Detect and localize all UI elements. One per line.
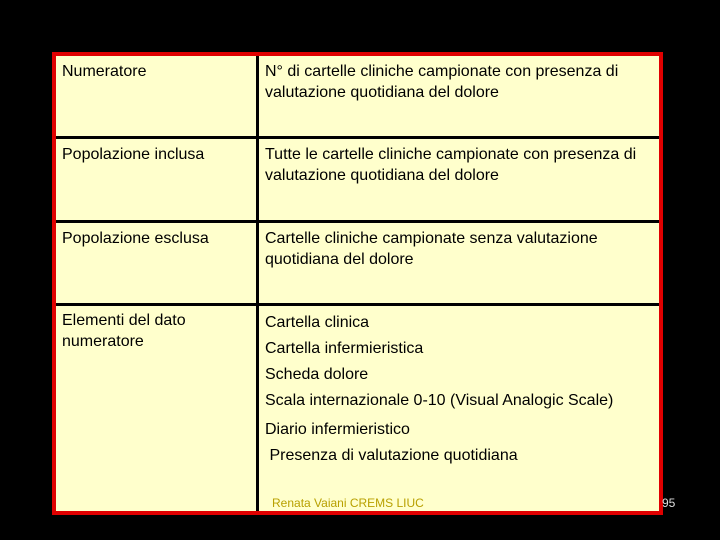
row-value-list [259, 306, 659, 515]
list-item: Diario infermieristico [265, 421, 410, 438]
table-row [56, 306, 659, 515]
list-item: Cartella clinica [265, 314, 370, 331]
table-row [56, 223, 659, 303]
column-divider [256, 306, 259, 511]
list-item: Scheda dolore [265, 366, 369, 383]
list-item: Scala internazionale 0-10 (Visual Analogic Scale) [265, 392, 614, 409]
row-value: Cartelle cliniche campionate senza valutazione quotidiana del dolore [265, 230, 598, 268]
list-item: Cartella infermieristica [265, 340, 424, 357]
table-frame [52, 52, 663, 515]
page-number: 95 [662, 496, 676, 510]
row-label: Popolazione inclusa [62, 146, 205, 163]
row-label: Numeratore [62, 63, 147, 80]
table-row [56, 56, 659, 136]
footer-author: Renata Vaiani CREMS LIUC [272, 496, 424, 510]
row-label: Popolazione esclusa [62, 230, 209, 247]
column-divider [256, 223, 259, 303]
row-label: Elementi del dato numeratore [62, 312, 186, 350]
row-value: Tutte le cartelle cliniche campionate con presenza di valutazione quotidiana del dolore [265, 146, 637, 184]
table-row [56, 139, 659, 220]
list-item: Presenza di valutazione quotidiana [265, 447, 518, 464]
row-value: N° di cartelle cliniche campionate con presenza di valutazione quotidiana del dolore [265, 63, 619, 101]
column-divider [256, 56, 259, 136]
column-divider [256, 139, 259, 220]
